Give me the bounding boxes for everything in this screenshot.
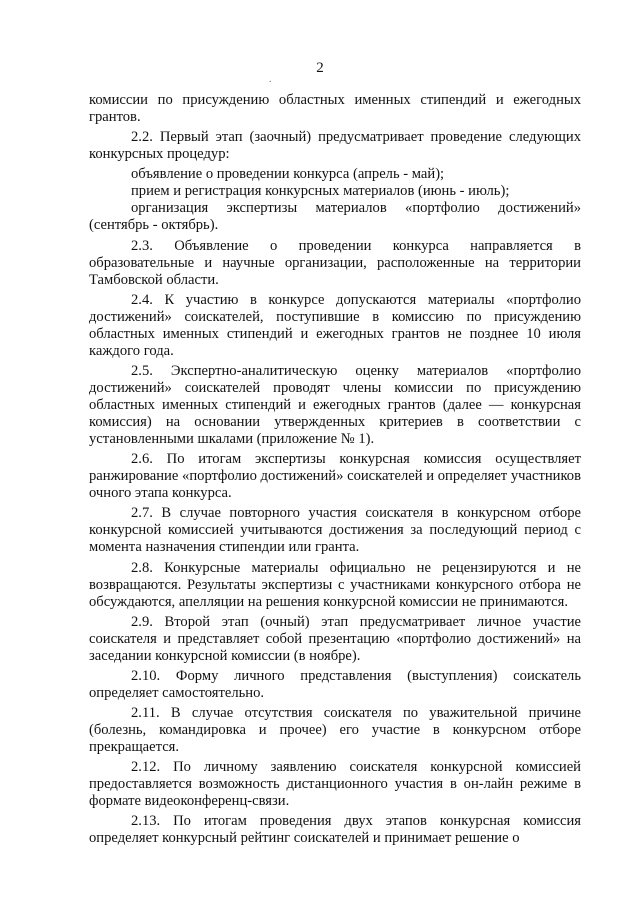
list-item-registration: прием и регистрация конкурсных материалов (июнь - июль); — [131, 183, 510, 200]
paragraph-2-3: 2.3. Объявление о проведении конкурса направляется в образовательные и научные организации, расположенные на территории Тамбовской области. — [89, 237, 581, 288]
paragraph-2-10: 2.10. Форму личного представления (выступления) соискатель определяет самостоятельно. — [89, 667, 581, 701]
document-body — [89, 92, 581, 851]
paragraph-2-7: 2.7. В случае повторного участия соискателя в конкурсном отборе конкурсной комиссией учитываются достижения за последующий период с момента назначения стипендии или гранта. — [89, 505, 581, 556]
list-item-announcement: объявление о проведении конкурса (апрель - май); — [131, 166, 445, 183]
page-number: 2 — [316, 60, 324, 76]
paragraph-2-12: 2.12. По личному заявлению соискателя конкурсной комиссией предоставляется возможность дистанционного участия в он-лайн режиме в формате видеоконференц-связи. — [89, 759, 581, 810]
paragraph-2-4: 2.4. К участию в конкурсе допускаются материалы «портфолио достижений» соискателей, поступившие в комиссию по присуждению областных именных стипендий и ежегодных грантов не позднее 10 июля каждого года. — [89, 291, 581, 359]
paragraph-2-9: 2.9. Второй этап (очный) этап предусматривает личное участие соискателя и представляет собой презентацию «портфолио достижений» на заседании конкурсной комиссии (в ноябре). — [89, 613, 581, 664]
paragraph-2-5: 2.5. Экспертно-аналитическую оценку материалов «портфолио достижений» соискателей проводят члены комиссии по присуждению областных именных стипендий и ежегодных грантов (далее — конкурсная комиссия) на основании утвержденных критериев в соответствии с установленными шкалами (приложение № 1). — [89, 362, 581, 447]
paragraph-continuation: комиссии по присуждению областных именных стипендий и ежегодных грантов. — [89, 92, 581, 125]
scan-speck: . — [269, 74, 272, 85]
list-item-expertise: организация экспертизы материалов «портфолио достижений» (сентябрь - октябрь). — [89, 200, 581, 234]
paragraph-2-2: 2.2. Первый этап (заочный) предусматривает проведение следующих конкурсных процедур: — [89, 129, 581, 163]
paragraph-2-6: 2.6. По итогам экспертизы конкурсная комиссия осуществляет ранжирование «портфолио достижений» соискателей и определяет участников очного этапа конкурса. — [89, 451, 581, 502]
paragraph-2-13: 2.13. По итогам проведения двух этапов конкурсная комиссия определяет конкурсный рейтинг соискателей и принимает решение о — [89, 813, 581, 847]
paragraph-2-11: 2.11. В случае отсутствия соискателя по уважительной причине (болезнь, командировка и прочее) его участие в конкурсном отборе прекращается. — [89, 705, 581, 756]
paragraph-2-8: 2.8. Конкурсные материалы официально не рецензируются и не возвращаются. Результаты экспертизы с участниками конкурсного отбора не обсуждаются, апелляции на решения конкурсной комиссии не принимаются. — [89, 559, 581, 610]
